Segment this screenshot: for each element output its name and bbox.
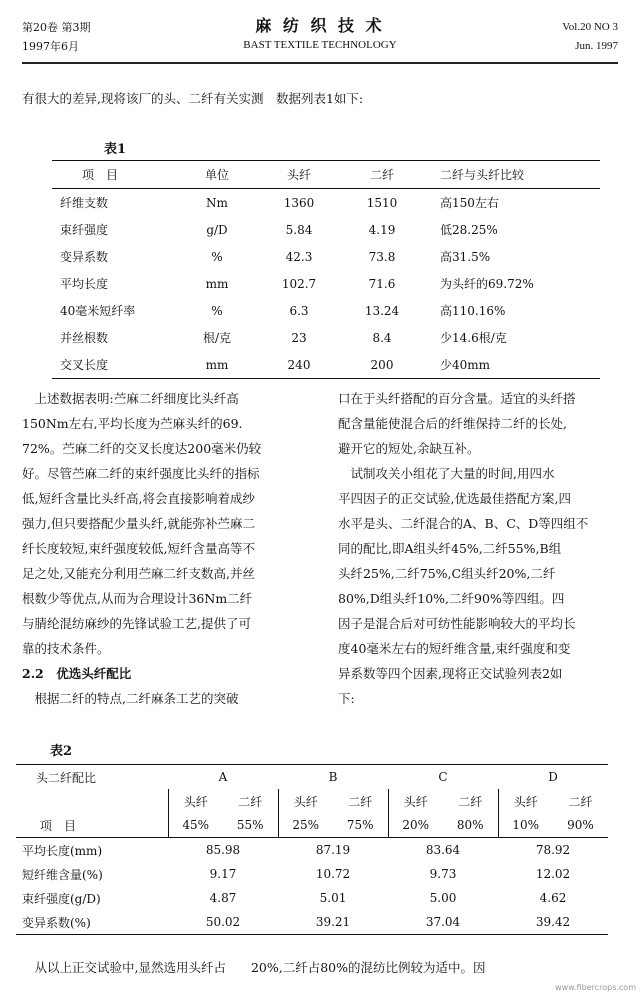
table2-corner-blank xyxy=(16,789,168,813)
table2-cell: 37.04 xyxy=(425,915,461,929)
left-column-line: 纤长度较短,束纤强度较低,短纤含量高等不 xyxy=(22,541,255,556)
table1-cell: 平均长度 xyxy=(60,277,109,291)
table1-cell: 5.84 xyxy=(285,222,313,237)
table1-cell: 8.4 xyxy=(372,330,392,345)
table1-cell: mm xyxy=(205,276,229,291)
table1-cell: 并丝根数 xyxy=(60,331,109,345)
left-column-line: 低,短纤含量比头纤高,将会直接影响着成纱 xyxy=(22,491,255,506)
right-column-line: 平四因子的正交试验,优选最佳搭配方案,四 xyxy=(338,491,571,506)
date-cn: 1997年6月 xyxy=(22,40,79,53)
table2-cell: 83.64 xyxy=(425,843,461,857)
table2-sub-label: 头纤 xyxy=(278,789,333,813)
watermark: www.fibercrops.com xyxy=(555,983,636,992)
table2-row xyxy=(16,838,608,863)
table1-cell: 变异系数 xyxy=(60,250,109,264)
table2-sub-pct: 90% xyxy=(567,818,594,832)
table2-sub-label: 头纤 xyxy=(168,789,223,813)
right-column-line: 水平是头、二纤混合的A、B、C、D等四组不 xyxy=(338,516,589,531)
table2-row xyxy=(16,886,608,910)
table2-sub-label: 二纤 xyxy=(568,794,593,809)
table1-cell: 高31.5% xyxy=(440,250,491,264)
volume-en: Vol.20 NO 3 xyxy=(562,21,618,33)
right-column xyxy=(338,386,628,711)
table2-title: 表2 xyxy=(50,744,73,759)
table2 xyxy=(16,764,608,935)
table1-row xyxy=(52,324,600,351)
table1-cell: 1360 xyxy=(283,195,315,210)
journal-title-en: BAST TEXTILE TECHNOLOGY xyxy=(243,39,397,51)
table2-cell: 平均长度(mm) xyxy=(22,843,103,858)
table2-sub-label-row xyxy=(16,789,608,813)
table1-header-cell: 单位 xyxy=(204,168,229,182)
table2-sub-pct: 75% xyxy=(346,818,374,832)
date-en: Jun. 1997 xyxy=(575,40,618,52)
table1-header-cell: 二纤 xyxy=(369,168,394,182)
table1-cell: g/D xyxy=(206,222,228,237)
right-column-line: 因子是混合后对可纺性能影响较大的平均长 xyxy=(338,616,576,631)
table2-cell: 9.73 xyxy=(429,867,457,881)
section-heading: 2.2 优选头纤配比 xyxy=(22,666,132,681)
table1-cell: 4.19 xyxy=(368,222,396,237)
table2-sub-pct: 10% xyxy=(498,813,553,838)
table1-header-row xyxy=(52,161,600,189)
table2-sub-pct: 45% xyxy=(168,813,223,838)
header-center xyxy=(0,16,640,54)
table2-group-row xyxy=(16,765,608,790)
group-d: D xyxy=(548,770,558,784)
table2-sub-pct: 80% xyxy=(456,818,484,832)
right-column-line: 80%,D组头纤10%,二纤90%等四组。四 xyxy=(338,591,565,606)
table2-cell: 短纤维含量(%) xyxy=(22,867,103,882)
right-column-line: 头纤25%,二纤75%,C组头纤20%,二纤 xyxy=(338,566,556,581)
table2-sub-pct: 55% xyxy=(236,818,264,832)
table2-cell: 4.87 xyxy=(209,891,237,905)
right-column-line: 口在于头纤搭配的百分含量。适宜的头纤搭 xyxy=(338,391,576,406)
table1-cell: Nm xyxy=(206,195,228,210)
table1-cell: % xyxy=(211,249,223,264)
table2-sub-pct: 25% xyxy=(278,813,333,838)
table1-title: 表1 xyxy=(104,142,127,157)
table2-cell: 39.42 xyxy=(535,915,571,929)
table2-sub-label: 二纤 xyxy=(348,794,373,809)
table1-row xyxy=(52,270,600,297)
table2-cell: 5.00 xyxy=(429,891,457,905)
table2-cell: 变异系数(%) xyxy=(22,915,91,930)
right-column-line: 配含量能使混合后的纤维保持二纤的长处, xyxy=(338,416,567,431)
intro-line: 有很大的差异,现将该厂的头、二纤有关实测 数据列表1如下: xyxy=(22,91,364,106)
left-column-line: 靠的技术条件。 xyxy=(22,641,110,656)
group-a: A xyxy=(218,770,228,784)
table1-cell: 高110.16% xyxy=(440,304,506,318)
left-column xyxy=(22,386,322,661)
table1-cell: 少40mm xyxy=(440,358,491,372)
left-column-line: 强力,但只要搭配少量头纤,就能弥补苎麻二 xyxy=(22,516,255,531)
table2-sub-pct: 20% xyxy=(388,813,443,838)
left-column-line: 上述数据表明:苎麻二纤细度比头纤高 xyxy=(22,391,239,406)
table2-row xyxy=(16,862,608,886)
table1-row xyxy=(52,351,600,379)
bottom-line: 从以上正交试验中,显然选用头纤占 20%,二纤占80%的混纺比例较为适中。因 xyxy=(22,960,486,975)
table2-cell: 12.02 xyxy=(535,867,571,881)
table1-cell: 6.3 xyxy=(289,303,309,318)
table1-row xyxy=(52,189,600,217)
table1-cell: 240 xyxy=(287,357,311,372)
table2-cell: 10.72 xyxy=(315,867,351,881)
left-column-after: 根据二纤的特点,二纤麻条工艺的突破 xyxy=(22,691,239,706)
table1-header-cell: 项 目 xyxy=(82,168,119,182)
header-right xyxy=(562,18,618,56)
left-column-line: 72%。苎麻二纤的交叉长度达200毫米仍较 xyxy=(22,441,262,456)
right-column-line: 同的配比,即A组头纤45%,二纤55%,B组 xyxy=(338,541,562,556)
table1-row xyxy=(52,297,600,324)
table1-header-cell: 头纤 xyxy=(286,168,311,182)
table2-pct-row xyxy=(16,813,608,838)
table2-cell: 78.92 xyxy=(535,843,571,857)
table1-cell: 200 xyxy=(370,357,394,372)
table2-corner-top: 头二纤配比 xyxy=(36,770,97,785)
table1-cell: 71.6 xyxy=(368,276,396,291)
table1-cell: 42.3 xyxy=(285,249,313,264)
right-column-line: 试制攻关小组花了大量的时间,用四水 xyxy=(338,466,555,481)
table2-cell: 束纤强度(g/D) xyxy=(22,891,101,906)
table1-cell: 为头纤的69.72% xyxy=(440,277,534,291)
left-column-line: 好。尽管苎麻二纤的束纤强度比头纤的指标 xyxy=(22,466,260,481)
table2-cell: 39.21 xyxy=(315,915,351,929)
table2-cell: 9.17 xyxy=(209,867,237,881)
table1-cell: 高150左右 xyxy=(440,196,499,210)
table2-cell: 50.02 xyxy=(205,915,241,929)
left-column-line: 150Nm左右,平均长度为苎麻头纤的69. xyxy=(22,416,243,431)
table1-cell: 纤维支数 xyxy=(60,196,109,210)
table2-sub-label: 二纤 xyxy=(238,794,263,809)
table1-header-cell: 二纤与头纤比较 xyxy=(440,168,525,182)
table1-cell: 40毫米短纤率 xyxy=(60,304,136,318)
left-column-line: 足之处,又能充分利用苎麻二纤支数高,并丝 xyxy=(22,566,255,581)
table2-corner-bottom: 项 目 xyxy=(40,818,77,833)
table1-cell: 23 xyxy=(291,330,307,345)
table2-cell: 5.01 xyxy=(319,891,347,905)
page-header xyxy=(0,0,640,64)
right-column-line: 异系数等四个因素,现将正交试验列表2如 xyxy=(338,666,563,681)
table1-cell: 少14.6根/克 xyxy=(440,331,507,345)
header-rule xyxy=(22,62,618,64)
table1-cell: 交叉长度 xyxy=(60,358,109,372)
table1 xyxy=(52,160,600,379)
right-column-line: 下: xyxy=(338,691,355,706)
right-column-line: 避开它的短处,余缺互补。 xyxy=(338,441,480,456)
left-column-line: 根数少等优点,从而为合理设计36Nm二纤 xyxy=(22,591,253,606)
left-column-line: 与腈纶混纺麻纱的先锋试验工艺,提供了可 xyxy=(22,616,251,631)
group-c: C xyxy=(438,770,448,784)
group-b: B xyxy=(328,770,338,784)
table1-cell: 低28.25% xyxy=(440,223,498,237)
table1-cell: 13.24 xyxy=(364,303,400,318)
table1-row xyxy=(52,216,600,243)
table2-sub-label: 二纤 xyxy=(458,794,483,809)
table1-cell: 73.8 xyxy=(368,249,396,264)
table2-cell: 4.62 xyxy=(539,891,567,905)
table1-cell: 102.7 xyxy=(281,276,317,291)
table1-cell: % xyxy=(211,303,223,318)
table2-cell: 87.19 xyxy=(315,843,351,857)
journal-title-cn: 麻 纺 织 技 术 xyxy=(255,16,385,35)
table1-cell: mm xyxy=(205,357,229,372)
table1-cell: 1510 xyxy=(366,195,398,210)
table1-cell: 束纤强度 xyxy=(60,223,109,237)
table2-sub-label: 头纤 xyxy=(498,789,553,813)
right-column-line: 度40毫米左右的短纤维含量,束纤强度和变 xyxy=(338,641,571,656)
table1-cell: 根/克 xyxy=(202,331,232,345)
table2-cell: 85.98 xyxy=(205,843,241,857)
volume-cn: 第20卷 第3期 xyxy=(22,21,91,34)
table1-row xyxy=(52,243,600,270)
table2-sub-label: 头纤 xyxy=(388,789,443,813)
table2-row xyxy=(16,910,608,935)
